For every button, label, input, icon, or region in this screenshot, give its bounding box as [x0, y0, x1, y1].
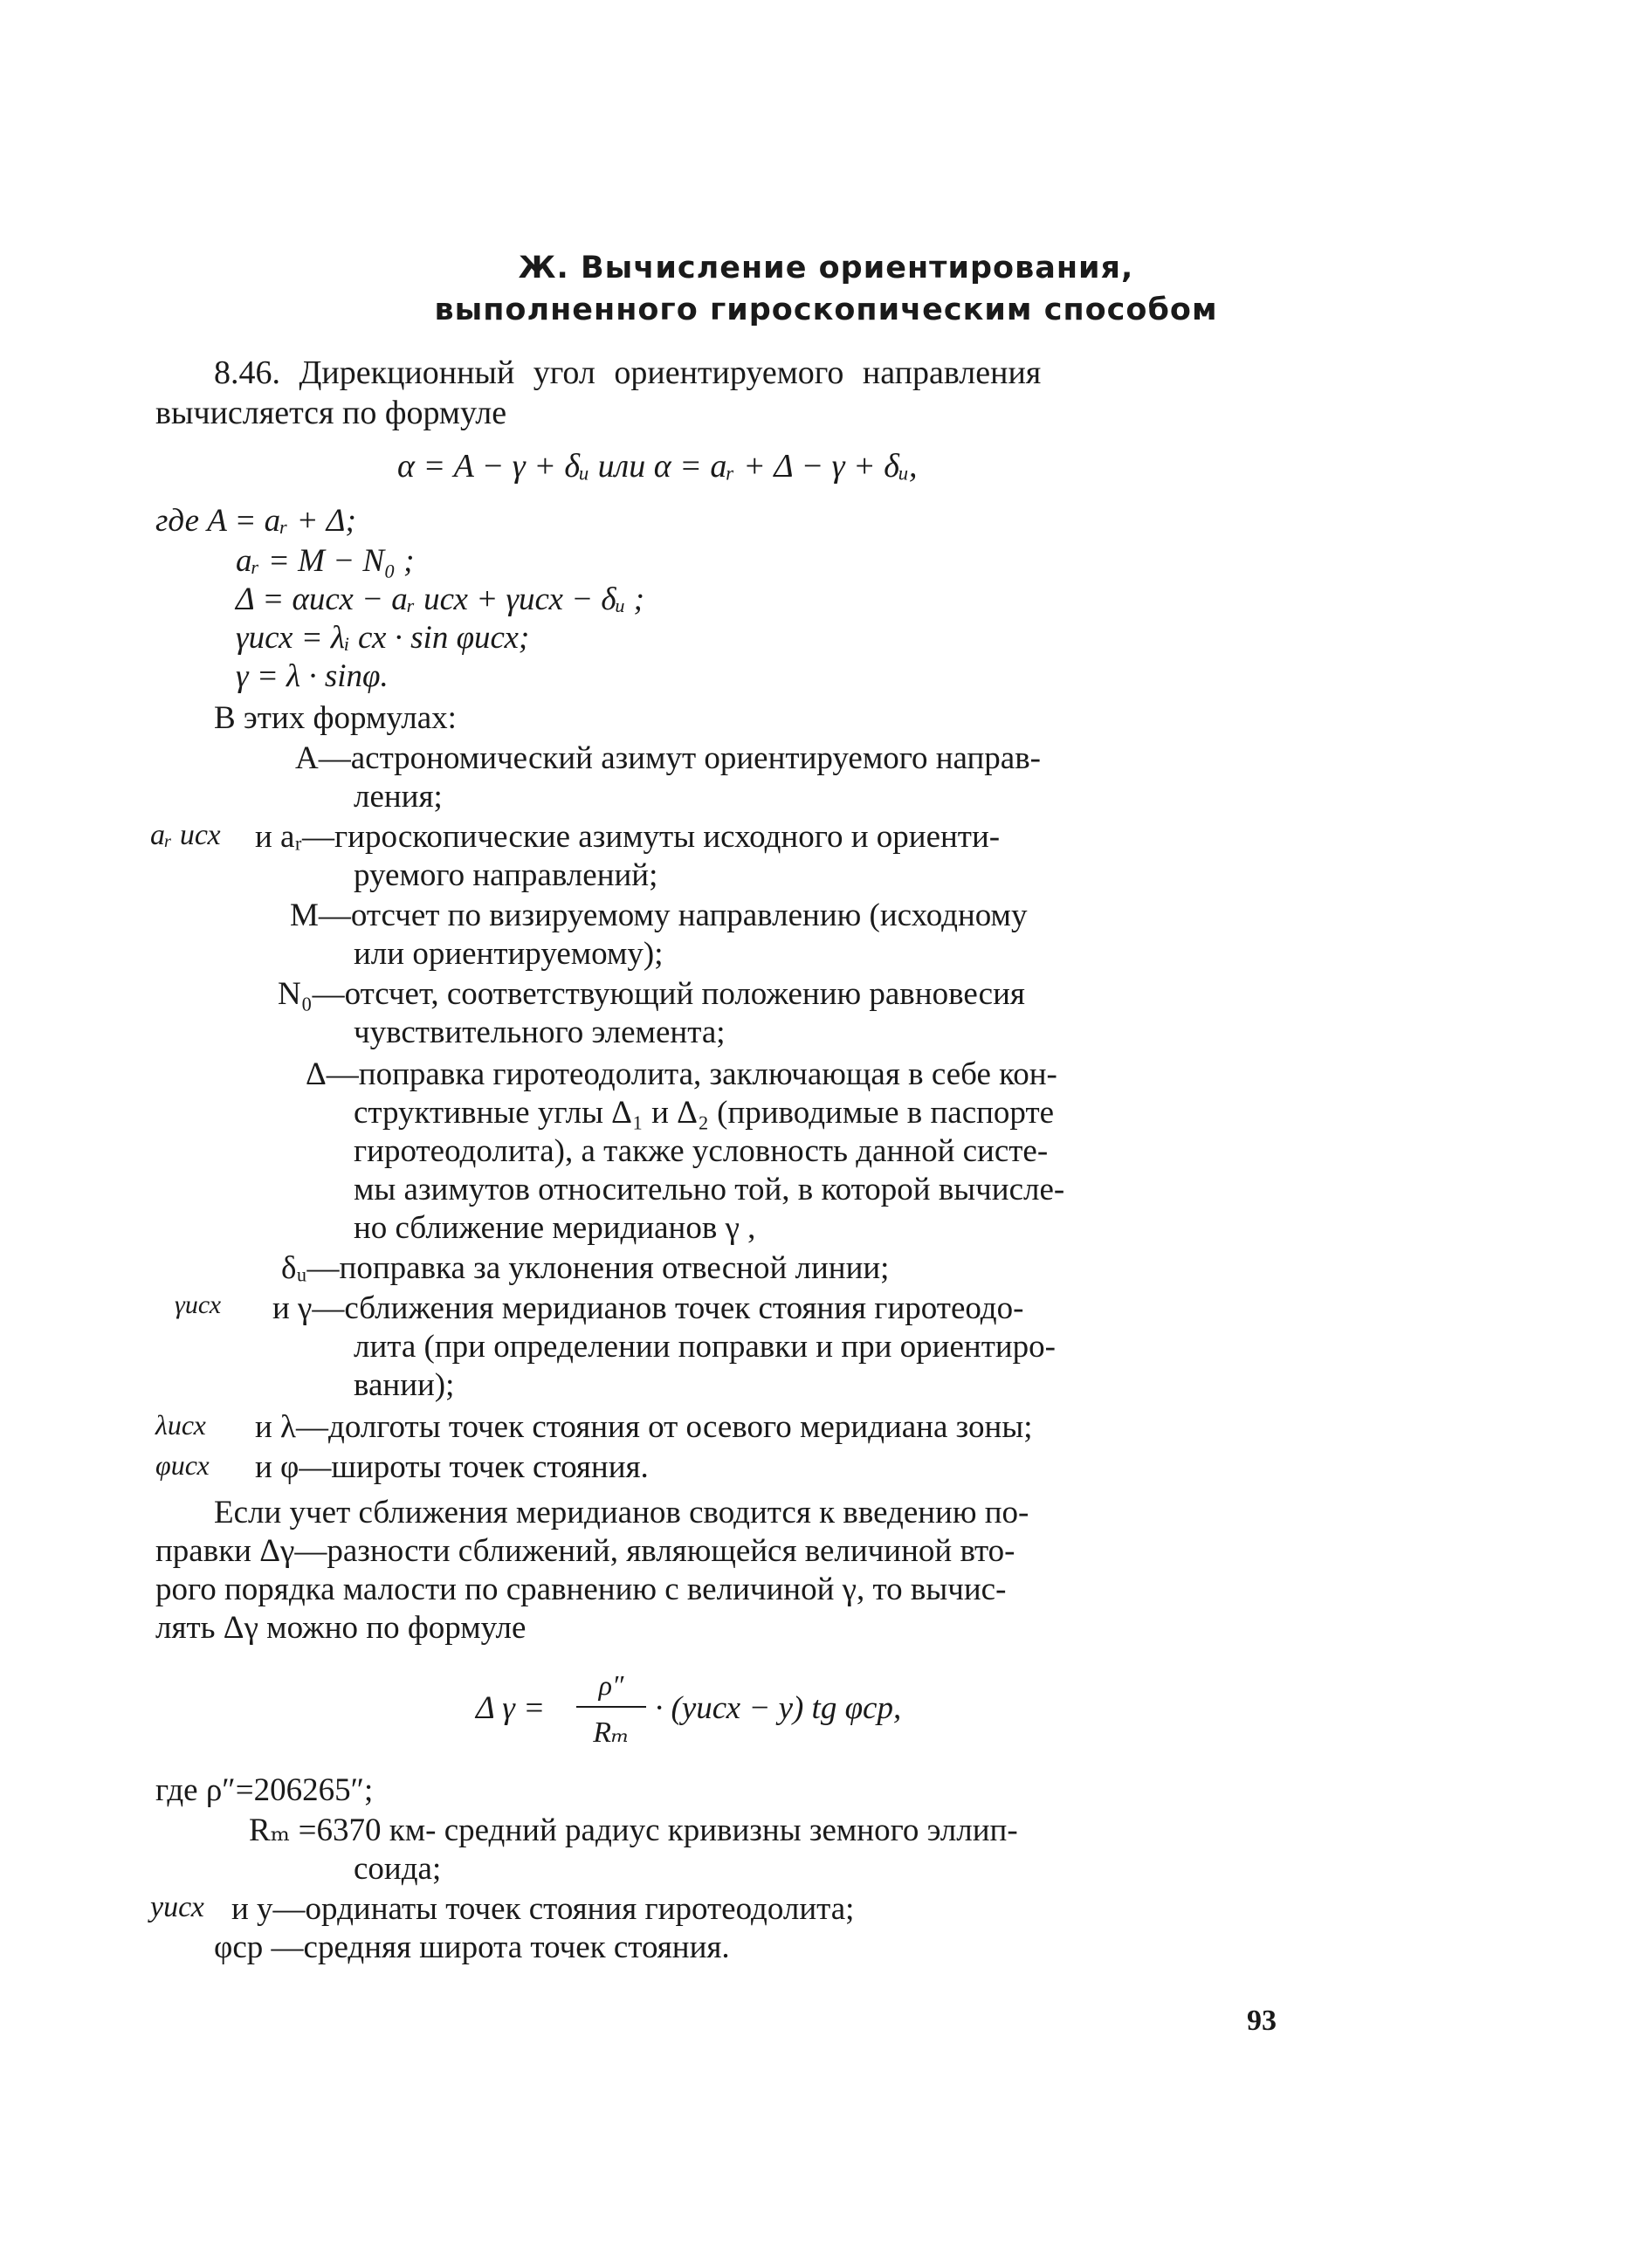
legend-entry-gamma-cont: лита (при определении поправки и при ориентиро- — [354, 1329, 1056, 1365]
where2-line: Rₘ =6370 км- средний радиус кривизны земного эллип- — [249, 1812, 1018, 1848]
where2-line: φср —средняя широта точек стояния. — [214, 1929, 730, 1965]
legend-entry-A-cont: ления; — [354, 779, 443, 815]
legend-term-gamma: γисх — [175, 1290, 222, 1319]
legend-entry-phi: и φ—широты точек стояния. — [255, 1449, 649, 1485]
paragraph-line: 8.46. Дирекционный угол ориентируемого направления — [214, 354, 1042, 391]
formula-fraction — [576, 1669, 646, 1749]
fraction-denominator: Rₘ — [593, 1716, 630, 1749]
fraction-numerator: ρ″ — [598, 1669, 624, 1701]
paragraph-line: лять Δγ можно по формуле — [155, 1610, 527, 1646]
legend-term-lambda: λисх — [155, 1409, 206, 1441]
legend-entry-M-cont: или ориентируемому); — [354, 936, 664, 972]
legend-entry-lambda: и λ—долготы точек стояния от осевого меридиана зоны; — [255, 1409, 1033, 1445]
legend-entry-gamma: и γ—сближения меридианов точек стояния гиротеодо- — [272, 1290, 1024, 1326]
legend-intro: В этих формулах: — [214, 700, 457, 736]
where2-term-y: yисх — [150, 1891, 204, 1923]
paragraph-line: рого порядка малости по сравнению с величиной γ, то вычис- — [155, 1572, 1007, 1607]
legend-term-phi: φисх — [155, 1449, 210, 1481]
legend-entry-gamma-cont: вании); — [354, 1367, 455, 1403]
legend-entry-M: M—отсчет по визируемому направлению (исходному — [290, 898, 1028, 933]
legend-term-a-ref: aᵣ исх — [150, 819, 221, 851]
page-number: 93 — [1247, 2005, 1277, 2037]
where2-line: соида; — [354, 1851, 442, 1887]
where-line: aᵣ = M − N₀ ; — [236, 543, 415, 579]
legend-entry-delta-cont: но сближение меридианов γ , — [354, 1210, 756, 1246]
legend-entry-a-ref: и aᵣ—гироскопические азимуты исходного и ориенти- — [255, 819, 1001, 855]
legend-entry-delta-cont: гиротеодолита), а также условность данной систе- — [354, 1133, 1049, 1169]
section-heading-line-1: Ж. Вычисление ориентирования, — [518, 251, 1134, 285]
legend-entry-N0-cont: чувствительного элемента; — [354, 1015, 726, 1050]
paragraph-line: Если учет сближения меридианов сводится к введению по- — [214, 1495, 1029, 1530]
paragraph-line: вычисляется по формуле — [155, 395, 507, 431]
paragraph-line: правки Δγ—разности сближений, являющейся величиной вто- — [155, 1533, 1015, 1569]
legend-entry-a-ref-cont: руемого направлений; — [354, 857, 658, 893]
where-line: γисх = λᵢ сх · sin φисх; — [236, 620, 530, 656]
legend-entry-A: A—астрономический азимут ориентируемого направ- — [295, 740, 1041, 776]
legend-entry-delta-cont: структивные углы Δ₁ и Δ₂ (приводимые в паспорте — [354, 1095, 1055, 1131]
fraction-bar — [576, 1706, 646, 1708]
where2-line: и y—ординаты точек стояния гиротеодолита; — [231, 1891, 855, 1927]
formula-lhs: Δ γ = — [476, 1690, 546, 1726]
formula-rhs: · (yисх − y) tg φср, — [655, 1690, 902, 1726]
main-formula: α = A − γ + δᵤ или α = aᵣ + Δ − γ + δᵤ, — [397, 448, 918, 485]
where2-line: где ρ″=206265″; — [155, 1772, 374, 1808]
where-line: Δ = αисх − aᵣ исх + γисх − δᵤ ; — [236, 581, 644, 617]
legend-entry-N0: N₀—отсчет, соответствующий положению равновесия — [278, 976, 1025, 1012]
where-line: γ = λ · sinφ. — [236, 658, 389, 694]
legend-entry-delta-u: δᵤ—поправка за уклонения отвесной линии; — [281, 1250, 890, 1286]
where-line: где A = aᵣ + Δ; — [155, 503, 356, 539]
section-heading-line-2: выполненного гироскопическим способом — [434, 292, 1218, 327]
legend-entry-delta: Δ—поправка гиротеодолита, заключающая в себе кон- — [306, 1056, 1057, 1092]
legend-entry-delta-cont: мы азимутов относительно той, в которой вычисле- — [354, 1172, 1065, 1207]
